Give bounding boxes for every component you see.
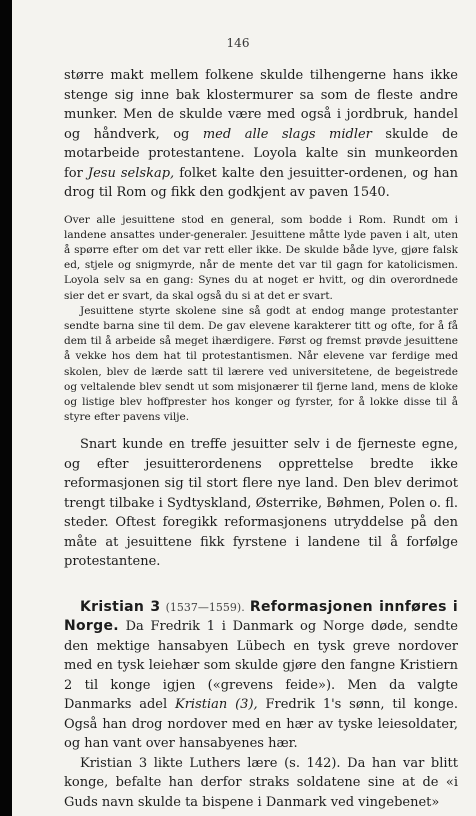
emphasis: med alle slags midler [202, 126, 372, 142]
intro-paragraph [64, 66, 458, 203]
small-paragraph: Over alle jesuittene stod en general, som bodde i Rom. Rundt om i landene ansattes under-generaler. Jesuittene måtte lyde paven i alt, uten å spørre efter om det var rett eller ikke. De skulde både lyve, gjøre falsk ed, stjele og snigmyrde, når de mente det var til gagn for katolicismen. Loyola selv sa en gang: Synes du at noget er hvitt, og din overordnede sier det er svart, da skal også du si at det er svart. [64, 213, 458, 302]
section-lead-paragraph [64, 598, 458, 754]
page-body [64, 66, 458, 812]
text-run: folket kalte den jesuitter-ordenen, og han drog til Rom og fikk den godkjent av paven 1540. [64, 165, 458, 200]
text-run: Fredrik 1's sønn, til konge. Også han drog nordover med en hær av tyske leiesoldater, og han vant over hansabyenes hær. [64, 697, 458, 752]
section-kristian-3 [64, 598, 458, 813]
body-paragraph: Kristian 3 likte Luthers lære (s. 142). Da han var blitt konge, befalte han derfor straks soldatene sine at de «i Guds navn skulde ta bispene i Danmark ved vingebenet» [64, 755, 458, 810]
small-paragraph: Jesuittene styrte skolene sine så godt at endog mange protestanter sendte barna sine til dem. De gav elevene karakterer titt og ofte, for å få dem til å arbeide så meget ihærdigere. Først og fremst prøvde jesuittene å vekke hos dem hat til protestantismen. Når elevene var ferdige med skolen, blev de lærde satt til lærere ved universitetene, de begeistrede og veltalende blev sendt ut som misjonærer til fjerne land, mens de kloke og listige blev hoffprester hos konger og fyrster, for å lokke disse til å styre efter pavens vilje. [64, 304, 458, 424]
section-years: (1537—1559). [165, 600, 245, 614]
text-run: Da Fredrik 1 i Danmark og Norge døde, sendte den mektige hansabyen Lübech en tysk greve nordover med en tysk leiehær som skulde gjøre den fangne Kristiern 2 til konge igjen («grevens feide»). Men da valgte Danmarks adel [64, 619, 458, 713]
section-heading-title: Reformasjonen innføres i Norge. [64, 598, 459, 635]
text-run: større makt mellem folkene skulde tilhengerne hans ikke stenge sig inne bak klostermurer sa som de fleste andre munker. Men de skulde være med også i jordbruk, handel og håndverk, og [64, 68, 458, 142]
emphasis: Kristian (3), [175, 697, 258, 713]
small-print-block [64, 213, 458, 426]
scan-edge [0, 0, 12, 816]
text-run: skulde de motarbeide protestantene. Loyola kalte sin munkeorden for [64, 126, 458, 181]
emphasis: Jesu selskap, [87, 165, 175, 181]
body-paragraph: Snart kunde en treffe jesuitter selv i de fjerneste egne, og efter jesuitterordenens opprettelse bredte ikke reformasjonen sig til stort flere nye land. Den blev derimot trengt tilbake i Sydtyskland, Østerrike, Bøhmen, Polen o. fl. steder. Oftest foregikk reformasjonens utryddelse på den måte at jesuittene fikk fyrstene i landene til å forfølge protestantene. [64, 437, 458, 570]
section-heading: Kristian 3 [80, 598, 161, 615]
page-number: 146 [226, 36, 250, 50]
